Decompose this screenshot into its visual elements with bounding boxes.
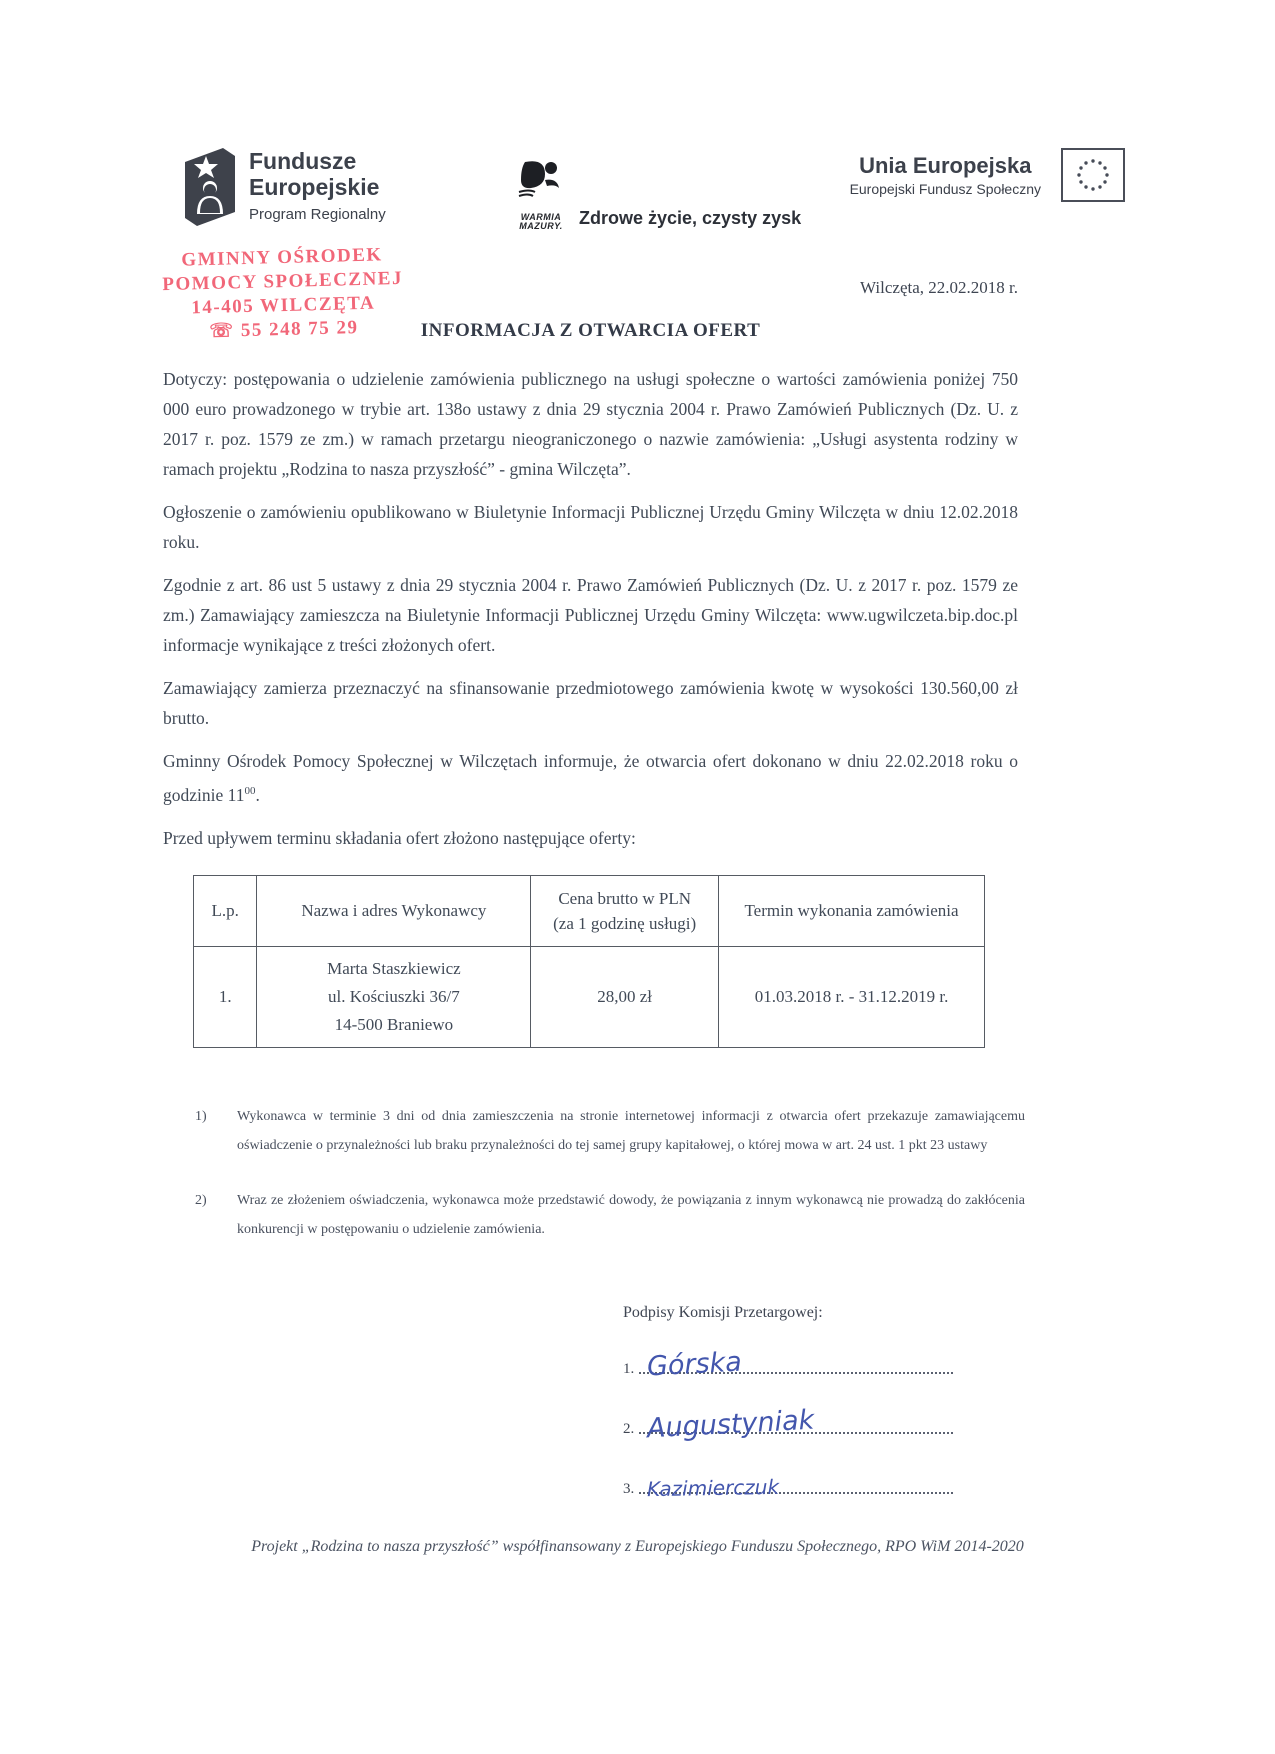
note-number: 2) (195, 1192, 207, 1208)
table-row (194, 946, 985, 1047)
logo-text-line: WARMIA (520, 212, 562, 222)
handwritten-signature: Górska (646, 1346, 743, 1383)
column-header-name: Nazwa i adres Wykonawcy (257, 875, 531, 946)
column-header-price-line: Cena brutto w PLN (558, 888, 691, 908)
handwritten-signature: Augustyniak (646, 1404, 815, 1445)
logo-banner (185, 0, 1125, 248)
column-header-lp: L.p. (194, 875, 257, 946)
logo-text-line: Unia Europejska (859, 152, 1032, 178)
stamp-line: ☏ 55 248 75 29 (209, 317, 359, 342)
document-content (163, 278, 1025, 1502)
eu-flag-icon (1061, 148, 1125, 202)
stamp-line: POMOCY SPOŁECZNEJ (162, 267, 404, 296)
signatures-heading: Podpisy Komisji Przetargowej: (623, 1303, 823, 1321)
logo-text-line: Fundusze (249, 148, 357, 174)
contractor-city: 14-500 Braniewo (334, 1014, 454, 1034)
unia-europejska-logo (850, 148, 1125, 202)
cell-term: 01.03.2018 r. - 31.12.2019 r. (719, 946, 985, 1047)
logo-text-line: MAZURY. (519, 221, 563, 231)
unia-europejska-wordmark (850, 154, 1041, 197)
list-item (195, 1102, 1025, 1160)
note-number: 1) (195, 1108, 207, 1124)
signature-number: 2. (623, 1420, 635, 1437)
cell-price: 28,00 zł (531, 946, 719, 1047)
logo-text-line: Europejski Fundusz Społeczny (849, 180, 1041, 197)
signature-row (623, 1348, 953, 1382)
paragraph-text: . (255, 784, 260, 805)
table-header-row (194, 875, 985, 946)
contractor-name: Marta Staszkiewicz (327, 958, 461, 978)
signature-number: 3. (623, 1480, 635, 1497)
logo-text-line: Europejskie (249, 174, 380, 200)
notes-list (195, 1102, 1025, 1244)
signature-row (623, 1468, 953, 1502)
document-title: INFORMACJA Z OTWARCIA OFERT (420, 320, 761, 341)
list-item (195, 1186, 1025, 1244)
stamp-line: GMINNY OŚRODEK (181, 244, 383, 271)
fundusze-europejskie-wordmark (249, 148, 386, 223)
warmia-mazury-wordmark (515, 213, 567, 231)
paragraph-oferty-intro: Przed upływem terminu składania ofert złożono następujące oferty: (163, 827, 636, 848)
signatures-block (623, 1304, 953, 1502)
warmia-mazury-bird-icon (515, 156, 567, 231)
cell-contractor (257, 946, 531, 1047)
paragraph-zgodnie: Zgodnie z art. 86 ust 5 ustawy z dnia 29 stycznia 2004 r. Prawo Zamówień Publicznych (Dz. U. z 2017 r. poz. 1579 ze zm.) Zamawiający zamieszcza na Biuletynie Informacji Publicznej Urzędu Gminy Wilczęta: www.ugwilczeta.bip.doc.pl informacje wynikające z treści złożonych ofert. (163, 575, 1018, 655)
stamp-line: 14-405 WILCZĘTA (191, 292, 376, 319)
paragraph-otwarcie (163, 746, 1018, 810)
offers-table (193, 875, 985, 1048)
column-header-term: Termin wykonania zamówienia (719, 875, 985, 946)
paragraph-kwota: Zamawiający zamierza przeznaczyć na sfinansowanie przedmiotowego zamówienia kwotę w wysokości 130.560,00 zł brutto. (163, 678, 1018, 728)
contractor-street: ul. Kościuszki 36/7 (328, 986, 460, 1006)
paragraph-dotyczy: Dotyczy: postępowania o udzielenie zamówienia publicznego na usługi społeczne o wartości zamówienia poniżej 750 000 euro prowadzonego w trybie art. 138o ustawy z dnia 29 stycznia 2004 r. Prawo Zamówień Publicznych (Dz. U. z 2017 r. poz. 1579 ze zm.) w ramach przetargu nieograniczonego o nazwie zamówienia: „Usługi asystenta rodziny w ramach projektu „Rodzina to nasza przyszłość” - gmina Wilczęta”. (163, 369, 1018, 479)
paragraph-ogloszenie: Ogłoszenie o zamówieniu opublikowano w Biuletynie Informacji Publicznej Urzędu Gminy Wilczęta w dniu 12.02.2018 roku. (163, 502, 1018, 552)
fundusze-europejskie-flag-icon (185, 148, 235, 231)
signature-row (623, 1404, 953, 1445)
project-footer: Projekt „Rodzina to nasza przyszłość” współfinansowany z Europejskiego Funduszu Społecznego, RPO WiM 2014-2020 (251, 1538, 1024, 1555)
note-text: Wraz ze złożeniem oświadczenia, wykonawca może przedstawić dowody, że powiązania z innym wykonawcą nie prowadzą do zakłócenia konkurencji w postępowaniu o udzielenie zamówienia. (237, 1192, 1025, 1237)
note-text: Wykonawca w terminie 3 dni od dnia zamieszczenia na stronie internetowej informacji z otwarcia ofert przekazuje zamawiającemu oświadczenie o przynależności lub braku przynależności do tej samej grupy kapitałowej, o której mowa w art. 24 ust. 1 pkt 23 ustawy (237, 1108, 1025, 1153)
warmia-mazury-slogan: Zdrowe życie, czysty zysk (579, 208, 802, 228)
time-superscript: 00 (244, 785, 256, 797)
cell-lp: 1. (194, 946, 257, 1047)
handwritten-signature: Kazimierczuk (646, 1474, 780, 1501)
fundusze-europejskie-logo (185, 148, 515, 231)
column-header-price (531, 875, 719, 946)
place-and-date: Wilczęta, 22.02.2018 r. (860, 278, 1018, 297)
warmia-mazury-logo (515, 156, 815, 231)
column-header-price-line: (za 1 godzinę usługi) (553, 913, 697, 933)
paragraph-text: Gminny Ośrodek Pomocy Społecznej w Wilczętach informuje, że otwarcia ofert dokonano w dniu 22.02.2018 roku o godzinie 11 (163, 751, 1018, 805)
logo-text-line: Program Regionalny (249, 206, 386, 223)
signature-number: 1. (623, 1360, 635, 1377)
